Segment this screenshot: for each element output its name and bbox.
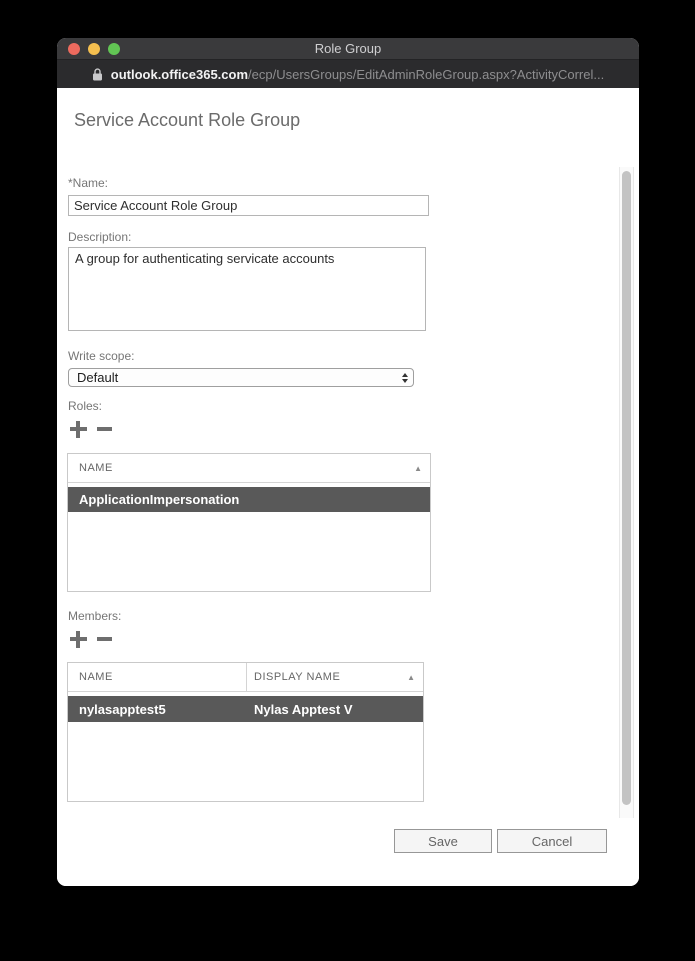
url-path: /ecp/UsersGroups/EditAdminRoleGroup.aspx?ActivityCorrel... <box>248 66 605 82</box>
browser-window <box>57 38 639 886</box>
cancel-button[interactable]: Cancel <box>497 829 607 853</box>
scrollbar-thumb[interactable] <box>622 171 631 805</box>
select-stepper-icon <box>402 369 408 386</box>
write-scope-select[interactable] <box>68 368 414 387</box>
sort-ascending-icon[interactable]: ▲ <box>414 463 422 473</box>
add-role-button[interactable] <box>70 421 87 438</box>
sort-ascending-icon[interactable]: ▲ <box>407 672 415 682</box>
window-titlebar <box>57 38 639 60</box>
close-window-button[interactable] <box>68 43 80 55</box>
window-title: Role Group <box>314 41 382 56</box>
name-input[interactable] <box>68 195 429 216</box>
lock-icon <box>92 68 103 81</box>
minimize-window-button[interactable] <box>88 43 100 55</box>
members-toolbar <box>70 631 112 648</box>
roles-table-row-selected[interactable] <box>68 487 430 512</box>
description-textarea[interactable] <box>68 247 426 331</box>
page-content <box>57 88 639 886</box>
roles-name-column-header[interactable]: NAME <box>79 462 113 474</box>
roles-label: Roles: <box>68 399 103 413</box>
zoom-window-button[interactable] <box>108 43 120 55</box>
page-title: Service Account Role Group <box>74 110 301 130</box>
save-button[interactable]: Save <box>394 829 492 853</box>
roles-table-header[interactable] <box>68 454 430 483</box>
remove-member-button[interactable] <box>97 631 112 648</box>
role-name-cell: ApplicationImpersonation <box>79 492 240 507</box>
roles-toolbar <box>70 421 112 438</box>
scrollbar-track[interactable] <box>619 167 634 818</box>
write-scope-value: Default <box>77 370 119 385</box>
members-label: Members: <box>68 609 122 623</box>
members-table <box>67 662 424 802</box>
member-name-cell: nylasapptest5 <box>79 701 166 717</box>
url-domain: outlook.office365.com <box>110 66 249 82</box>
write-scope-label: Write scope: <box>68 349 135 363</box>
roles-table <box>67 453 431 592</box>
member-display-name-cell: Nylas Apptest V <box>254 701 353 717</box>
members-name-column-header[interactable]: NAME <box>68 663 247 691</box>
members-table-header[interactable] <box>68 663 423 692</box>
remove-role-button[interactable] <box>97 421 112 438</box>
members-table-row-selected[interactable] <box>68 696 423 722</box>
members-display-name-column-header[interactable]: DISPLAY NAME <box>254 671 341 683</box>
description-label: Description: <box>68 230 132 244</box>
add-member-button[interactable] <box>70 631 87 648</box>
traffic-lights <box>68 38 120 60</box>
address-bar[interactable] <box>57 60 639 88</box>
name-label: *Name: <box>68 176 109 190</box>
